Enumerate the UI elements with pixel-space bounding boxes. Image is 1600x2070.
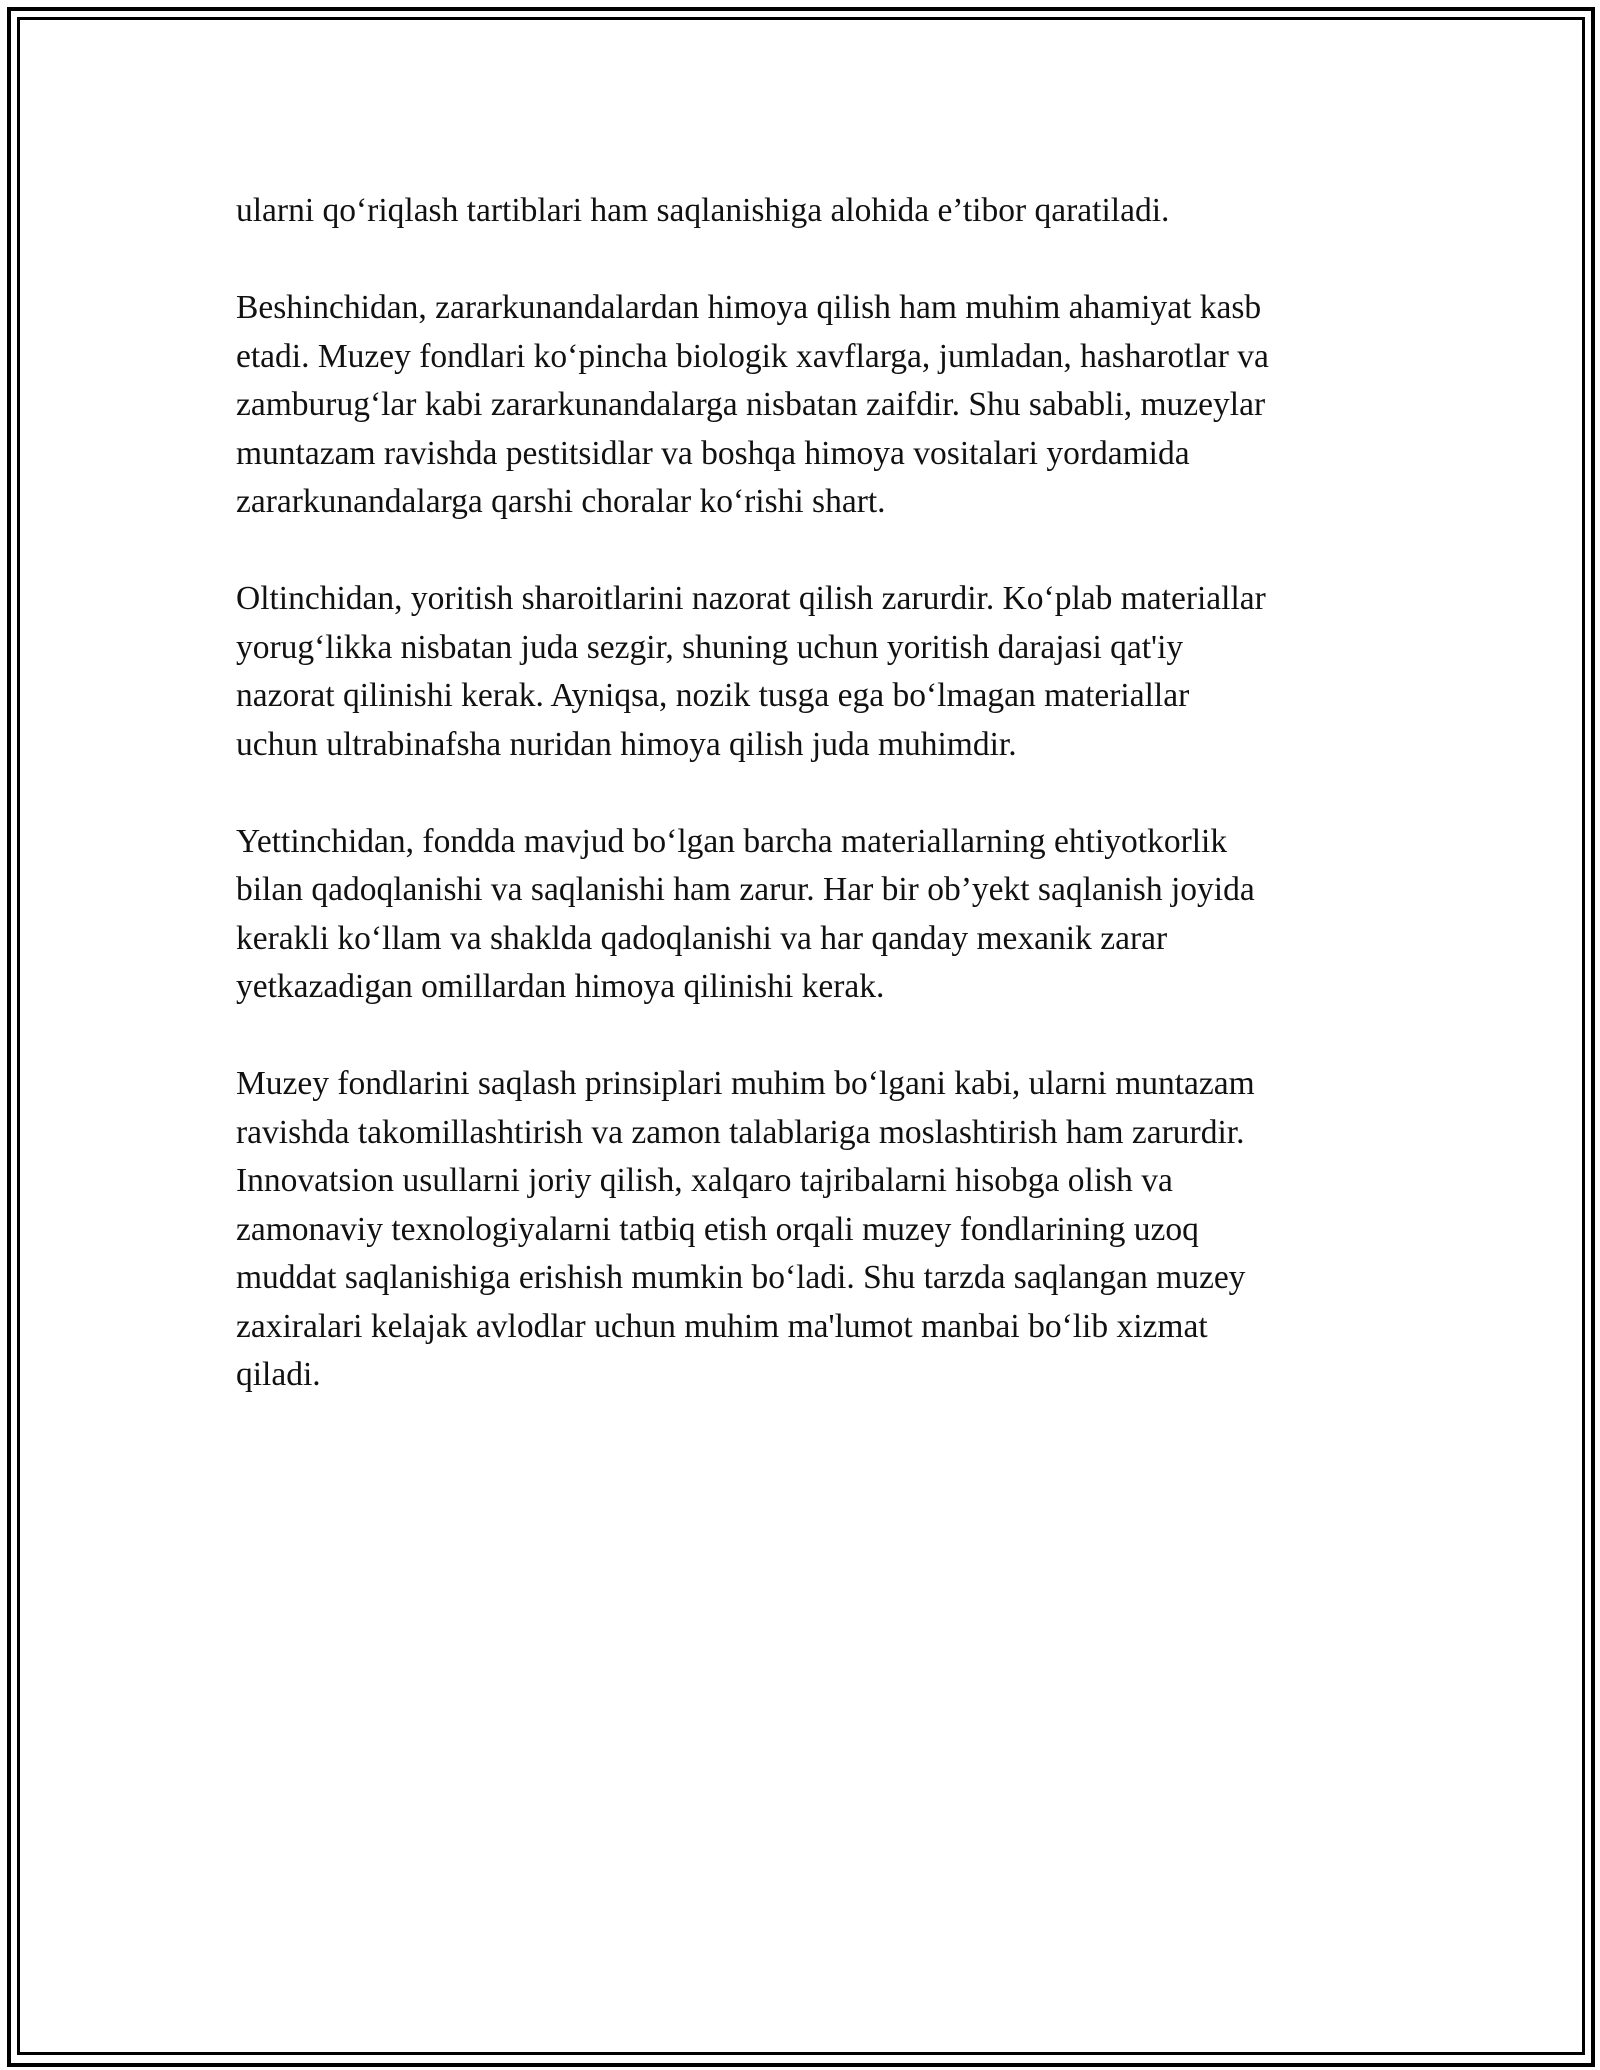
paragraph-lighting-control: Oltinchidan, yoritish sharoitlarini nazorat qilish zarurdir. Ko‘plab materiallar yorug‘likka nisbatan juda sezgir, shuning uchun yoritish darajasi qat'iy nazorat qilinishi kerak. Ayniqsa, nozik tusga ega bo‘lmagan materiallar uchun ultrabinafsha nuridan himoya qilish juda muhimdir.: [236, 580, 1266, 763]
paragraph-packaging-storage: Yettinchidan, fondda mavjud bo‘lgan barcha materiallarning ehtiyotkorlik bilan qadoqlanishi va saqlanishi ham zarur. Har bir ob’yekt saqlanish joyida kerakli ko‘llam va shaklda qadoqlanishi va har qanday mexanik zarar yetkazadigan omillardan himoya qilinishi kerak.: [236, 822, 1255, 1005]
paragraph-conclusion: Muzey fondlarini saqlash prinsiplari muhim bo‘lgani kabi, ularni muntazam ravishda takomillashtirish va zamon talablariga moslashtirish ham zarurdir. Innovatsion usullarni joriy qilish, xalqaro tajribalarni hisobga olish va zamonaviy texnologiyalarni tatbiq etish orqali muzey fondlarining uzoq muddat saqlanishiga erishish mumkin bo‘ladi. Shu tarzda saqlangan muzey zaxiralari kelajak avlodlar uchun muhim ma'lumot manbai bo‘lib xizmat qiladi.: [236, 1065, 1255, 1393]
paragraph-pest-protection: Beshinchidan, zararkunandalardan himoya qilish ham muhim ahamiyat kasb etadi. Muzey fondlari ko‘pincha biologik xavflarga, jumladan, hasharotlar va zamburug‘lar kabi zararkunandalarga nisbatan zaifdir. Shu sababli, muzeylar muntazam ravishda pestitsidlar va boshqa himoya vositalari yordamida zararkunandalarga qarshi choralar ko‘rishi shart.: [236, 289, 1269, 520]
paragraph-continuation: ularni qo‘riqlash tartiblari ham saqlanishiga alohida e’tibor qaratiladi.: [236, 192, 1170, 229]
document-body: [236, 187, 1376, 1400]
